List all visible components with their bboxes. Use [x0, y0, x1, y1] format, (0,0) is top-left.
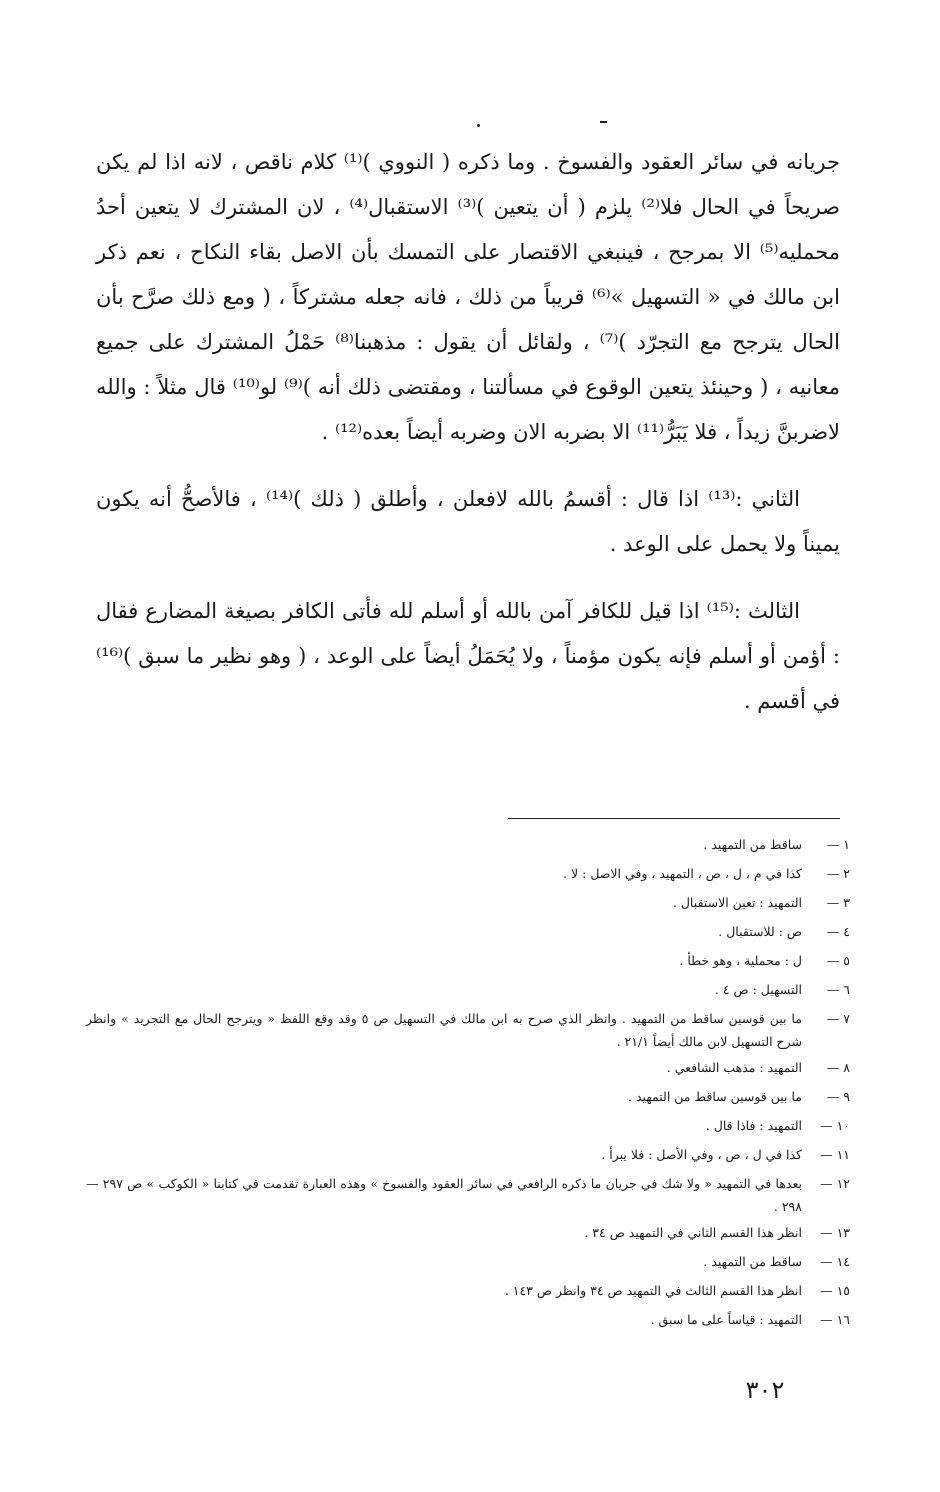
footnote [86, 1305, 850, 1334]
header-dash-mark [600, 121, 607, 123]
footnote-text: بعدها في التمهيد « ولا شك في جريان ما ذكره الرافعي في سائر العقود والفسوخ » وهذه العبارة تقدمت في كتابنا « الكوكب » ص ٢٩٧ — ٢٩٨ . [86, 1176, 802, 1214]
footnote [86, 1082, 850, 1111]
footnote-text: ل : محملية ، وهو خطأ . [679, 953, 802, 968]
footnotes [86, 830, 850, 1334]
footnote-number: ٥ — [826, 953, 850, 968]
paragraph-3: الثالث :⁽¹⁵⁾ اذا قيل للكافر آمن بالله أو أسلم لله فأتى الكافر بصيغة المضارع فقال : أؤمن أو أسلم فإنه يكون مؤمناً ، ولا يُحَمَلُ أيضاً على الوعد ، ( وهو نظير ما سبق )⁽¹⁶⁾ في أقسم . [96, 599, 840, 713]
footnote [86, 917, 850, 946]
footnote-number: ١٣ — [820, 1225, 850, 1240]
footnote-text: ص : للاستقبال . [718, 924, 802, 939]
footnote-text: التمهيد : قياساً على ما سبق . [650, 1312, 802, 1327]
footnote-text: ما بين قوسين ساقط من التمهيد . وانظر الذي صرح به ابن مالك في التسهيل ص ٥ وقد وقع اللفظ « ويترجح الحال مع التجريد » وانظر شرح التسهيل لابن مالك أيضاً ٢١/١ . [86, 1011, 802, 1049]
footnote [86, 1247, 850, 1276]
header-dot-mark [477, 124, 480, 127]
footnote-number: ٩ — [826, 1089, 850, 1104]
footnote-number: ٦ — [826, 982, 850, 997]
footnote [86, 830, 850, 859]
footnote-text: التمهيد : مذهب الشافعي . [666, 1060, 802, 1075]
footnote [86, 975, 850, 1004]
footnote-number: ١٥ — [820, 1283, 850, 1298]
footnote-number: ٤ — [826, 924, 850, 939]
footnote [86, 859, 850, 888]
footnote-number: ١٤ — [820, 1254, 850, 1269]
footnote [86, 1111, 850, 1140]
footnote-text: كذا في م ، ل ، ص ، التمهيد ، وفي الاصل : لا . [563, 866, 802, 881]
footnote-number: ١ — [826, 837, 850, 852]
paragraph-1: جريانه في سائر العقود والفسوخ . وما ذكره ( النووي )⁽¹⁾ كلام ناقص ، لانه اذا لم يكن صريحاً في الحال فلا⁽²⁾ يلزم ( أن يتعين )⁽³⁾ الاستقبال⁽⁴⁾ ، لان المشترك لا يتعين أحدُ محمليه⁽⁵⁾ الا بمرجح ، فينبغي الاقتصار على التمسك بأن الاصل بقاء النكاح ، نعم ذكر ابن مالك في « التسهيل »⁽⁶⁾ قريباً من ذلك ، فانه جعله مشتركاً ، ( ومع ذلك صرَّح بأن الحال يترجح مع التجرّد )⁽⁷⁾ ، ولقائل أن يقول : مذهبنا⁽⁸⁾ حَمْلُ المشترك على جميع معانيه ، ( وحينئذ يتعين الوقوع في مسألتنا ، ومقتضى ذلك أنه )⁽⁹⁾ لو⁽¹⁰⁾ قال مثلاً : والله لاضربنَّ زيداً ، فلا يَبَرُّ⁽¹¹⁾ الا بضربه الان وضربه أيضاً بعده⁽¹²⁾ . [96, 150, 841, 444]
footnote-separator [508, 818, 840, 819]
footnote-number: ١٦ — [820, 1312, 850, 1327]
footnote-number: ٧ — [826, 1011, 850, 1026]
footnote [86, 1276, 850, 1305]
footnote [86, 946, 850, 975]
footnote-number: ١١ — [820, 1147, 850, 1162]
footnote-text: كذا في ل ، ص ، وفي الأصل : فلا يبرأ . [601, 1147, 802, 1162]
footnote-text: التمهيد : فاذا قال . [705, 1118, 802, 1133]
footnote-number: ١٢ — [820, 1176, 850, 1191]
footnote [86, 1004, 850, 1053]
footnote [86, 1053, 850, 1082]
footnote-number: ٨ — [826, 1060, 850, 1075]
footnote-text: ساقط من التمهيد . [703, 837, 802, 852]
footnote [86, 1218, 850, 1247]
footnote [86, 888, 850, 917]
footnote-number: ٢ — [826, 866, 850, 881]
footnote-text: انظر هذا القسم الثالث في التمهيد ص ٣٤ وانظر ص ١٤٣ . [504, 1283, 802, 1298]
page-number: ٣٠٢ [745, 1376, 785, 1404]
main-text [96, 140, 840, 724]
footnote [86, 1169, 850, 1218]
footnote-number: ١٠ — [820, 1118, 850, 1133]
footnote-text: التسهيل : ص ٤ . [714, 982, 802, 997]
footnote-text: انظر هذا القسم الثاني في التمهيد ص ٣٤ . [584, 1225, 802, 1240]
paragraph-2: الثاني :⁽¹³⁾ اذا قال : أقسمُ بالله لافعلن ، وأطلق ( ذلك )⁽¹⁴⁾ ، فالأصحُّ أنه يكون يميناً ولا يحمل على الوعد . [96, 487, 840, 556]
footnote [86, 1140, 850, 1169]
footnote-text: ما بين قوسين ساقط من التمهيد . [628, 1089, 802, 1104]
footnote-number: ٣ — [826, 895, 850, 910]
footnote-text: ساقط من التمهيد . [703, 1254, 802, 1269]
footnote-text: التمهيد : تعين الاستقبال . [672, 895, 802, 910]
